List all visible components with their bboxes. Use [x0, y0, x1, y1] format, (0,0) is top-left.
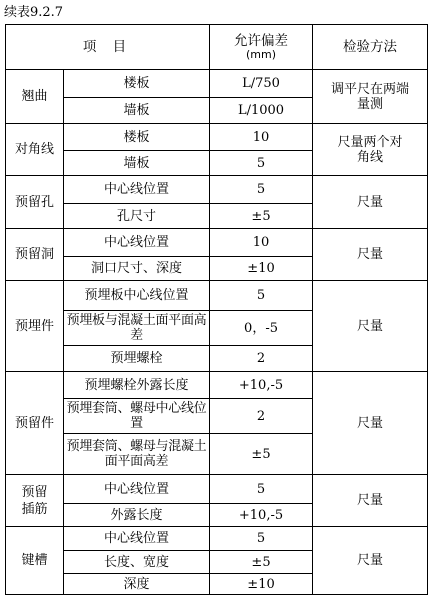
table-caption: 续表9.2.7	[4, 5, 64, 20]
group-name-cell	[6, 176, 64, 229]
table-row	[6, 281, 428, 311]
check-item: 洞口尺寸、深度	[64, 257, 210, 281]
tolerance-value: +10,-5	[210, 504, 313, 527]
group-name: 预留洞	[14, 247, 54, 262]
header-method: 检验方法	[313, 25, 428, 70]
table-row	[6, 372, 428, 399]
group-name: 键槽	[21, 553, 48, 568]
table-row	[6, 70, 428, 98]
tolerance-value: 2	[210, 346, 313, 372]
inspection-method: 尺量	[357, 493, 384, 508]
inspection-method-cell	[313, 475, 428, 527]
check-item: 孔尺寸	[64, 204, 210, 229]
inspection-method: 尺量两个对角线	[337, 134, 403, 165]
inspection-method: 尺量	[357, 415, 384, 431]
check-item: 深度	[64, 574, 210, 595]
tolerance-table	[5, 24, 428, 595]
check-item: 预埋板与混凝土面平面高差	[64, 311, 210, 346]
table-body	[6, 25, 428, 595]
group-name: 预留插筋	[21, 484, 48, 517]
check-item: 墙板	[64, 98, 210, 124]
check-item: 中心线位置	[64, 475, 210, 504]
tolerance-value: 5	[210, 475, 313, 504]
check-item: 中心线位置	[64, 176, 210, 204]
tolerance-value: 10	[210, 124, 313, 151]
check-item: 长度、宽度	[64, 551, 210, 574]
group-name-cell	[6, 372, 64, 475]
inspection-method-cell	[313, 124, 428, 176]
table-row	[6, 527, 428, 551]
tolerance-value: 5	[210, 151, 313, 176]
group-name-cell	[6, 124, 64, 176]
group-name-cell	[6, 229, 64, 281]
tolerance-value: 2	[210, 399, 313, 434]
group-name-cell	[6, 70, 64, 124]
group-name: 对角线	[14, 142, 54, 157]
tolerance-value: ±10	[210, 257, 313, 281]
check-item: 预埋板中心线位置	[64, 281, 210, 311]
group-name: 翘曲	[21, 89, 48, 104]
tolerance-value: 10	[210, 229, 313, 257]
header-row	[6, 25, 428, 70]
check-item: 预埋螺栓外露长度	[64, 372, 210, 399]
check-item: 外露长度	[64, 504, 210, 527]
check-item: 楼板	[64, 70, 210, 98]
table-row	[6, 475, 428, 504]
tolerance-value: 0，-5	[210, 311, 313, 346]
inspection-method: 尺量	[357, 318, 384, 334]
group-name-cell	[6, 475, 64, 527]
check-item: 预埋套筒、螺母与混凝土面平面高差	[64, 434, 210, 475]
tolerance-value: L/750	[210, 70, 313, 98]
inspection-method-cell	[313, 176, 428, 229]
tolerance-value: 5	[210, 281, 313, 311]
header-item-text: 项 目	[82, 38, 133, 55]
header-unit: (mm)	[246, 47, 277, 61]
inspection-method: 尺量	[357, 247, 384, 262]
group-name: 预留孔	[14, 194, 54, 210]
tolerance-value: 5	[210, 176, 313, 204]
check-item: 墙板	[64, 151, 210, 176]
table-row	[6, 124, 428, 151]
tolerance-value: +10,-5	[210, 372, 313, 399]
tolerance-value: ±5	[210, 204, 313, 229]
inspection-method: 尺量	[357, 194, 384, 210]
tolerance-value: ±10	[210, 574, 313, 595]
inspection-method-cell	[313, 70, 428, 124]
inspection-method-cell	[313, 281, 428, 372]
group-name: 预埋件	[14, 318, 54, 334]
inspection-method: 尺量	[357, 553, 384, 568]
check-item: 楼板	[64, 124, 210, 151]
header-tolerance-text: 允许偏差	[234, 32, 289, 49]
tolerance-value: ±5	[210, 551, 313, 574]
inspection-method-cell	[313, 527, 428, 595]
inspection-method: 调平尺在两端量测	[331, 81, 410, 112]
inspection-method-cell	[313, 372, 428, 475]
group-name-cell	[6, 281, 64, 372]
check-item: 预埋螺栓	[64, 346, 210, 372]
check-item: 中心线位置	[64, 229, 210, 257]
inspection-method-cell	[313, 229, 428, 281]
tolerance-value: ±5	[210, 434, 313, 475]
group-name: 预留件	[14, 415, 54, 431]
tolerance-value: L/1000	[210, 98, 313, 124]
tolerance-value: 5	[210, 527, 313, 551]
group-name-cell	[6, 527, 64, 595]
check-item: 中心线位置	[64, 527, 210, 551]
header-item	[6, 25, 210, 70]
table-row	[6, 176, 428, 204]
table-row	[6, 229, 428, 257]
header-tolerance	[210, 25, 313, 70]
check-item: 预埋套筒、螺母中心线位置	[64, 399, 210, 434]
